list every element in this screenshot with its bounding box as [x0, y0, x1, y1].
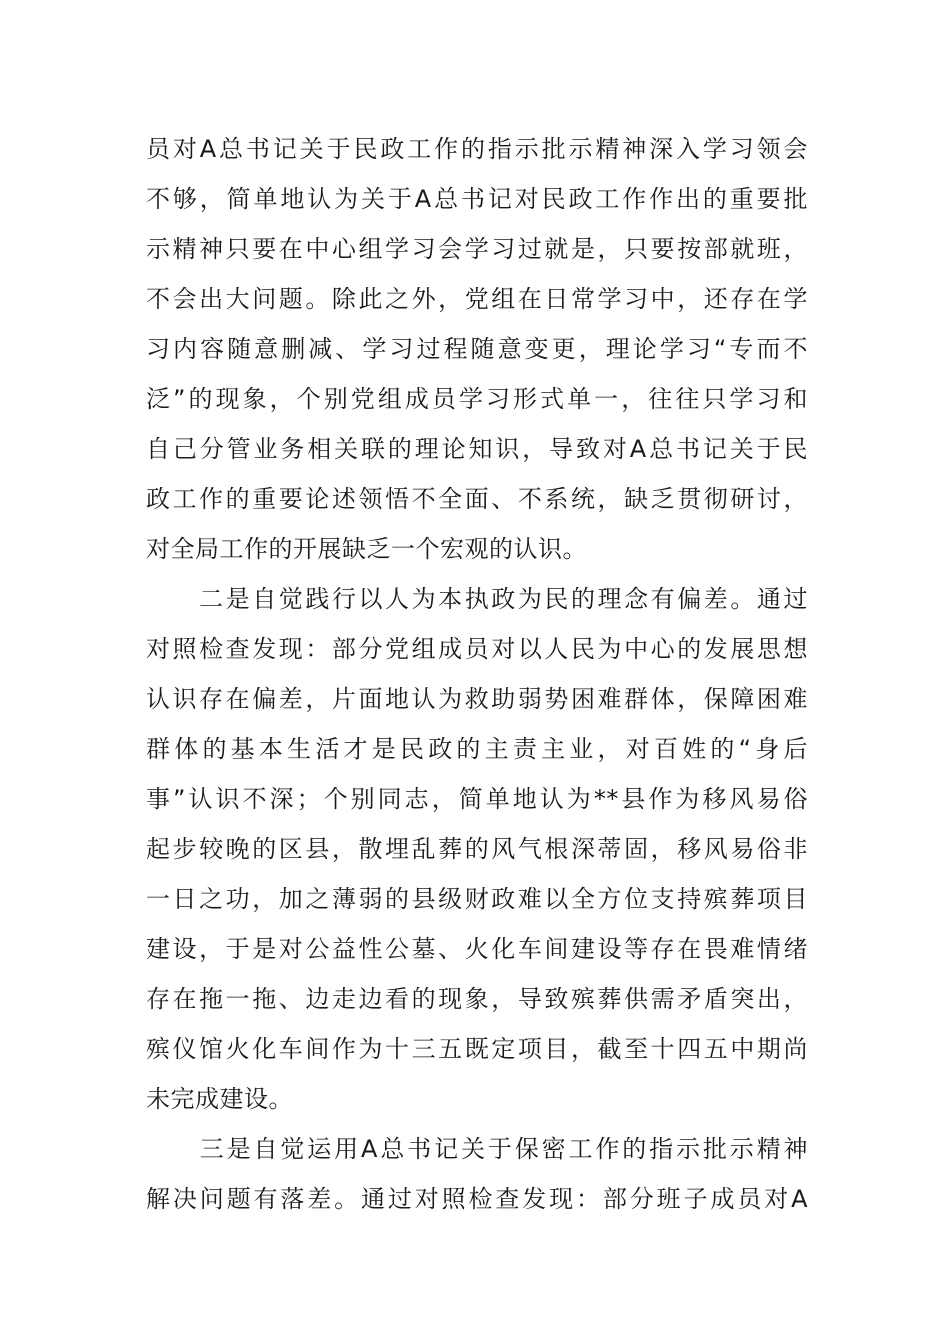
text-line: 自己分管业务相关联的理论知识，导致对A总书记关于民: [146, 435, 808, 463]
text-line: 起步较晚的区县，散埋乱葬的风气根深蒂固，移风易俗非: [146, 835, 808, 863]
text-line: 解决问题有落差。通过对照检查发现：部分班子成员对A: [146, 1185, 808, 1213]
text-line: 事”认识不深；个别同志，简单地认为**县作为移风易俗: [146, 785, 808, 813]
text-line: 习内容随意删减、学习过程随意变更，理论学习“专而不: [146, 335, 808, 363]
text-line: 群体的基本生活才是民政的主责主业，对百姓的“身后: [146, 735, 808, 763]
text-line: 建设，于是对公益性公墓、火化车间建设等存在畏难情绪: [146, 935, 808, 963]
text-line: 二是自觉践行以人为本执政为民的理念有偏差。通过: [146, 585, 808, 613]
text-line: 未完成建设。: [146, 1085, 293, 1113]
text-line: 不够，简单地认为关于A总书记对民政工作作出的重要批: [146, 185, 808, 213]
text-line: 认识存在偏差，片面地认为救助弱势困难群体，保障困难: [146, 685, 808, 713]
text-line: 存在拖一拖、边走边看的现象，导致殡葬供需矛盾突出，: [146, 985, 808, 1013]
text-line: 三是自觉运用A总书记关于保密工作的指示批示精神: [146, 1135, 808, 1163]
text-line: 泛”的现象，个别党组成员学习形式单一，往往只学习和: [146, 385, 808, 413]
text-line: 不会出大问题。除此之外，党组在日常学习中，还存在学: [146, 285, 808, 313]
text-line: 对照检查发现：部分党组成员对以人民为中心的发展思想: [146, 635, 808, 663]
document-body: [146, 124, 808, 1224]
text-line: 政工作的重要论述领悟不全面、不系统，缺乏贯彻研讨，: [146, 485, 808, 513]
text-line: 一日之功，加之薄弱的县级财政难以全方位支持殡葬项目: [146, 885, 808, 913]
text-line: 员对A总书记关于民政工作的指示批示精神深入学习领会: [146, 135, 808, 163]
text-line: 殡仪馆火化车间作为十三五既定项目，截至十四五中期尚: [146, 1035, 808, 1063]
text-line: 对全局工作的开展缺乏一个宏观的认识。: [146, 535, 587, 563]
text-line: 示精神只要在中心组学习会学习过就是，只要按部就班，: [146, 235, 808, 263]
